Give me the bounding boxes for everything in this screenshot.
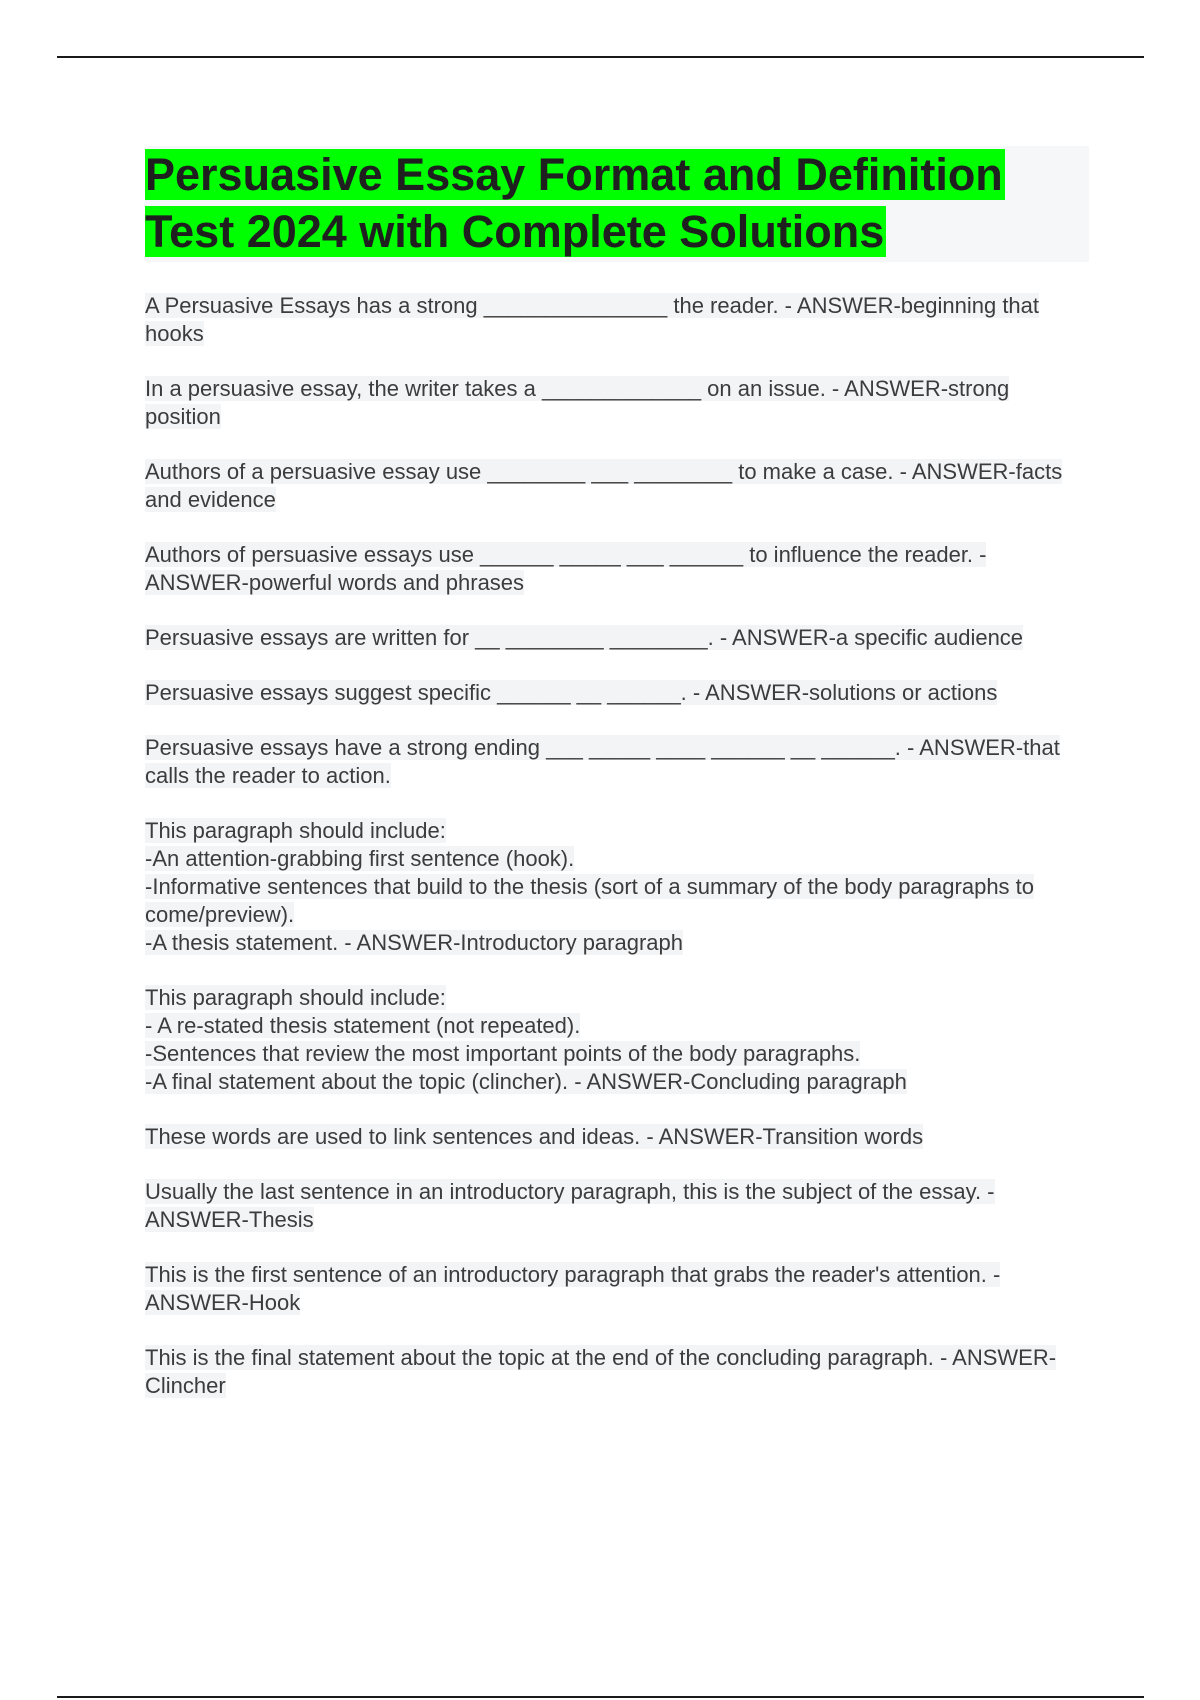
qa-text: Usually the last sentence in an introductory paragraph, this is the subject of the essay. - ANSWER-Thesis [145, 1179, 995, 1232]
header-rule [57, 56, 1144, 58]
qa-line: -A thesis statement. - ANSWER-Introductory paragraph [145, 930, 684, 955]
qa-item [145, 1344, 1089, 1400]
qa-text: Persuasive essays have a strong ending ___ _____ ____ ______ __ ______. - ANSWER-that calls the reader to action. [145, 735, 1060, 788]
footer-rule [57, 1696, 1144, 1698]
qa-item [145, 1123, 1089, 1151]
qa-item [145, 1261, 1089, 1317]
document-title [145, 146, 1089, 260]
qa-item-multiline [145, 817, 1089, 957]
qa-text: Persuasive essays suggest specific ______ __ ______. - ANSWER-solutions or actions [145, 680, 998, 705]
qa-item [145, 375, 1089, 431]
qa-text: In a persuasive essay, the writer takes a _____________ on an issue. - ANSWER-strong position [145, 376, 1010, 429]
qa-text: Persuasive essays are written for __ ________ ________. - ANSWER-a specific audience [145, 625, 1024, 650]
qa-item-multiline [145, 984, 1089, 1096]
qa-line: -Sentences that review the most important points of the body paragraphs. [145, 1041, 861, 1066]
title-line-1: Persuasive Essay Format and Definition [145, 149, 1003, 200]
qa-line: -An attention-grabbing first sentence (hook). [145, 846, 575, 871]
qa-text: These words are used to link sentences and ideas. - ANSWER-Transition words [145, 1124, 924, 1149]
qa-line: -Informative sentences that build to the thesis (sort of a summary of the body paragraphs to come/preview). [145, 874, 1035, 927]
qa-line: - A re-stated thesis statement (not repeated). [145, 1013, 581, 1038]
qa-text: Authors of persuasive essays use ______ _____ ___ ______ to influence the reader. - ANSWER-powerful words and phrases [145, 542, 987, 595]
qa-item [145, 458, 1089, 514]
qa-item [145, 541, 1089, 597]
qa-item [145, 734, 1089, 790]
qa-text: This is the first sentence of an introductory paragraph that grabs the reader's attention. - ANSWER-Hook [145, 1262, 1001, 1315]
qa-text: This is the final statement about the topic at the end of the concluding paragraph. - ANSWER-Clincher [145, 1345, 1057, 1398]
qa-line: This paragraph should include: [145, 818, 446, 843]
qa-line: -A final statement about the topic (clincher). - ANSWER-Concluding paragraph [145, 1069, 907, 1094]
qa-text: Authors of a persuasive essay use ________ ___ ________ to make a case. - ANSWER-facts and evidence [145, 459, 1063, 512]
qa-item [145, 679, 1089, 707]
qa-text: A Persuasive Essays has a strong _______________ the reader. - ANSWER-beginning that hooks [145, 293, 1040, 346]
title-block [145, 146, 1089, 262]
document-body [145, 146, 1089, 1427]
qa-item [145, 624, 1089, 652]
title-line-2: Test 2024 with Complete Solutions [145, 206, 885, 257]
qa-item [145, 1178, 1089, 1234]
qa-line: This paragraph should include: [145, 985, 446, 1010]
qa-item [145, 292, 1089, 348]
